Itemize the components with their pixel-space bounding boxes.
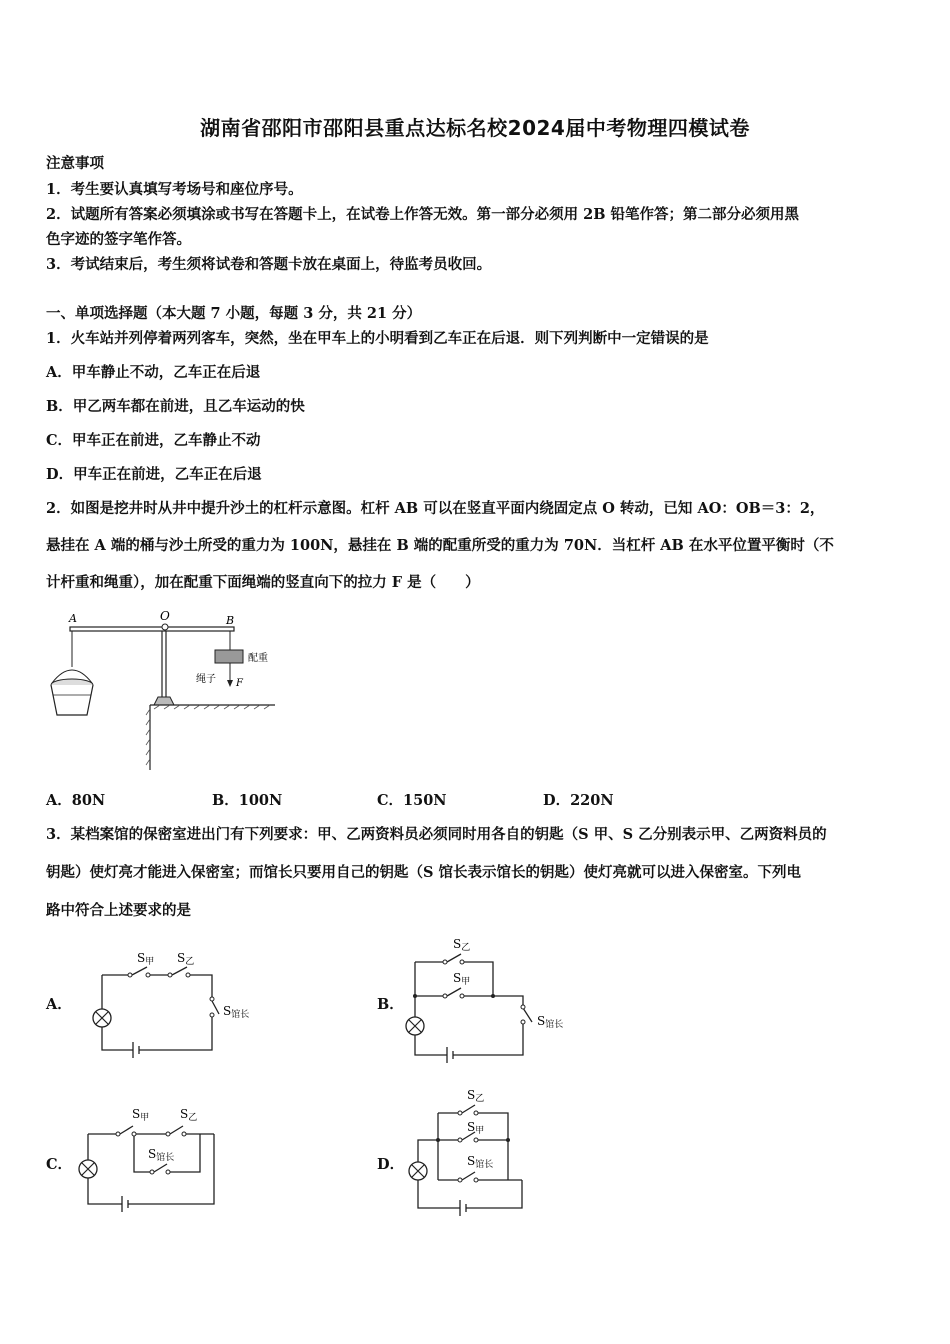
switch-sub-jia: 甲 [475,1126,485,1136]
circuit-d-diagram [400,1085,540,1220]
svg-text:S甲 [467,1120,484,1136]
section-heading: 一、单项选择题（本大题 7 小题，每题 3 分，共 21 分） [46,305,422,322]
switch-letter: S [467,1120,476,1134]
switch-letter: S [537,1014,546,1028]
question-2-stem-line: 计杆重和绳重），加在配重下面绳端的竖直向下的拉力 F 是（ ） [46,574,480,591]
switch-sub-guanzhang: 馆长 [231,1010,250,1020]
lever-label-b: B [226,614,235,627]
question-1-option-a: A．甲车静止不动，乙车正在后退 [46,364,261,381]
svg-text:S馆长 [467,1154,493,1170]
circuit-c-label: C． [46,1156,73,1173]
force-label: F [236,678,243,689]
switch-sub-jia: 甲 [140,1113,150,1123]
switch-letter: S [223,1004,232,1018]
switch-letter: S [453,937,462,951]
svg-text:S乙 [177,951,194,967]
svg-text:S甲 [453,971,470,987]
question-3-stem-line: 3．某档案馆的保密室进出门有下列要求：甲、乙两资料员必须同时用各自的钥匙（S 甲、S 乙分别表示甲、乙两资料员的 [46,826,827,843]
force-arrow-icon [227,680,233,687]
switch-sub-yi: 乙 [185,957,195,967]
circuit-b-diagram [395,930,595,1070]
switch-sub-yi: 乙 [475,1094,485,1104]
question-1-stem: 1．火车站并列停着两列客车，突然，坐在甲车上的小明看到乙车正在后退．则下列判断中一定错误的是 [46,330,709,347]
switch-letter: S [132,1107,141,1121]
counterweight-block [215,650,243,663]
rope-label: 绳子 [196,674,216,685]
question-1-option-b: B．甲乙两车都在前进，且乙车运动的快 [46,398,305,415]
lever-diagram [40,605,290,775]
svg-text:S馆长 [537,1014,563,1030]
circuit-a-diagram [85,945,275,1060]
circuit-b-label: B． [377,996,404,1013]
question-2-option-b: B．100N [212,792,283,809]
svg-text:S乙 [467,1088,484,1104]
notice-item: 1．考生要认真填写考场号和座位序号。 [46,181,303,198]
svg-text:S馆长 [148,1147,174,1163]
switch-sub-yi: 乙 [188,1113,198,1123]
svg-text:S乙 [180,1107,197,1123]
counterweight-label: 配重 [248,653,268,664]
lever-bar [70,627,234,631]
question-2-option-c: C．150N [377,792,447,809]
notice-item: 色字迹的签字笔作答。 [46,231,191,248]
question-3-stem-line: 路中符合上述要求的是 [46,902,191,919]
switch-sub-guanzhang: 馆长 [156,1153,175,1163]
notice-item: 2．试题所有答案必须填涂或书写在答题卡上，在试卷上作答无效。第一部分必须用 2B 铅笔作答；第二部分必须用黑 [46,206,800,223]
svg-text:S馆长 [223,1004,249,1020]
switch-letter: S [177,951,186,965]
svg-text:S乙 [453,937,470,953]
post-base [154,697,174,705]
switch-sub-yi: 乙 [461,943,471,953]
switch-letter: S [180,1107,189,1121]
question-2-option-d: D．220N [543,792,614,809]
question-2-stem-line: 2．如图是挖井时从井中提升沙土的杠杆示意图。杠杆 AB 可以在竖直平面内绕固定点 O 转动，已知 AO：OB＝3：2， [46,500,825,517]
question-1-option-d: D．甲车正在前进，乙车正在后退 [46,466,262,483]
circuit-d-label: D． [377,1156,405,1173]
notice-heading: 注意事项 [46,155,104,172]
switch-sub-jia: 甲 [461,977,471,987]
switch-sub-jia: 甲 [145,957,155,967]
switch-letter: S [148,1147,157,1161]
switch-letter: S [467,1088,476,1102]
question-1-option-c: C．甲车正在前进，乙车静止不动 [46,432,261,449]
svg-text:S甲 [132,1107,149,1123]
switch-letter: S [453,971,462,985]
question-2-option-a: A．80N [46,792,106,809]
switch-letter: S [137,951,146,965]
bucket-icon [51,685,93,715]
circuit-a-label: A． [46,996,72,1013]
question-2-stem-line: 悬挂在 A 端的桶与沙土所受的重力为 100N，悬挂在 B 端的配重所受的重力为 70N．当杠杆 AB 在水平位置平衡时（不 [46,537,834,554]
lever-label-o: O [160,609,170,623]
notice-item: 3．考试结束后，考生须将试卷和答题卡放在桌面上，待监考员收回。 [46,256,492,273]
switch-sub-guanzhang: 馆长 [475,1160,494,1170]
page-title: 湖南省邵阳市邵阳县重点达标名校2024届中考物理四模试卷 [200,116,750,140]
svg-text:S甲 [137,951,154,967]
switch-sub-guanzhang: 馆长 [545,1020,564,1030]
lever-label-a: A [69,612,77,625]
circuit-c-diagram [70,1100,230,1215]
pivot-icon [162,624,168,630]
switch-letter: S [467,1154,476,1168]
question-3-stem-line: 钥匙）使灯亮才能进入保密室；而馆长只要用自己的钥匙（S 馆长表示馆长的钥匙）使灯亮就可以进入保密室。下列电 [46,864,802,881]
